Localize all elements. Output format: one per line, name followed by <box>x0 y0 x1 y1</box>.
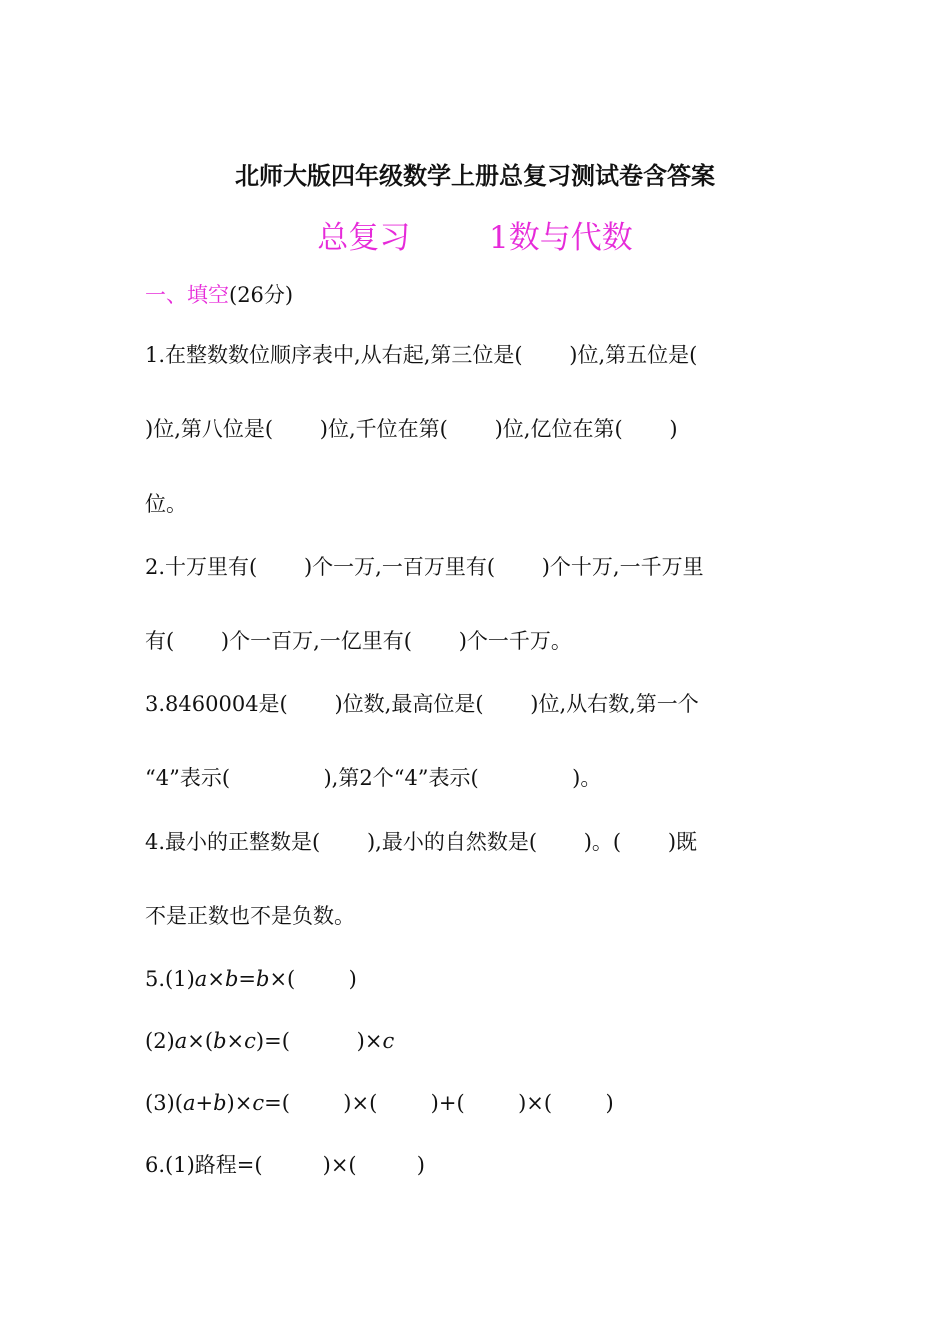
variable-a: a <box>194 967 208 991</box>
variable-b: b <box>213 1029 227 1053</box>
equals-sign: = <box>238 967 256 991</box>
plus-sign: + <box>195 1091 214 1115</box>
document-title: 北师大版四年级数学上册总复习测试卷含答案 <box>235 161 715 190</box>
section-label: 一、填空 <box>145 283 229 307</box>
q5-3-mid: )× <box>226 1091 253 1115</box>
question-1-line-3: 位。 <box>145 492 187 516</box>
question-2-line-1: 2.十万里有( )个一万,一百万里有( )个十万,一千万里 <box>145 555 704 579</box>
variable-b: b <box>256 967 270 991</box>
section-score: (26分) <box>229 283 294 307</box>
times-sign: × <box>207 967 225 991</box>
variable-c: c <box>252 1091 265 1115</box>
question-1-line-2: )位,第八位是( )位,千位在第( )位,亿位在第( ) <box>145 417 678 441</box>
question-1-line-1: 1.在整数数位顺序表中,从右起,第三位是( )位,第五位是( <box>145 343 698 367</box>
times-sign: × <box>226 1029 245 1053</box>
variable-c: c <box>244 1029 256 1053</box>
question-3-line-2: “4”表示( ),第2个“4”表示( )。 <box>145 766 602 790</box>
section-subtitle: 总复习 1数与代数 <box>317 220 633 256</box>
variable-a: a <box>182 1091 196 1115</box>
variable-c: c <box>382 1029 395 1053</box>
q5-1-rest: ×( ) <box>269 967 357 991</box>
question-4-line-2: 不是正数也不是负数。 <box>145 904 355 928</box>
q5-1-prefix: 5.(1) <box>145 967 195 991</box>
question-5-part-3 <box>145 1089 614 1117</box>
q5-2-mid: ×( <box>187 1029 214 1053</box>
question-6-line-1: 6.(1)路程=( )×( ) <box>145 1153 425 1177</box>
variable-a: a <box>174 1029 188 1053</box>
question-5-part-2 <box>145 1027 394 1055</box>
question-4-line-1: 4.最小的正整数是( ),最小的自然数是( )。( )既 <box>145 830 698 854</box>
variable-b: b <box>213 1091 227 1115</box>
question-5-part-1 <box>145 965 357 993</box>
variable-b: b <box>224 967 239 991</box>
question-3-line-1: 3.8460004是( )位数,最高位是( )位,从右数,第一个 <box>145 692 699 716</box>
section-heading <box>145 281 293 309</box>
q5-3-prefix: (3)( <box>145 1091 183 1115</box>
q5-3-rest: =( )×( )+( )×( ) <box>264 1091 614 1115</box>
q5-2-mid-2: )=( )× <box>255 1029 383 1053</box>
question-2-line-2: 有( )个一百万,一亿里有( )个一千万。 <box>145 629 572 653</box>
q5-2-prefix: (2) <box>145 1029 175 1053</box>
